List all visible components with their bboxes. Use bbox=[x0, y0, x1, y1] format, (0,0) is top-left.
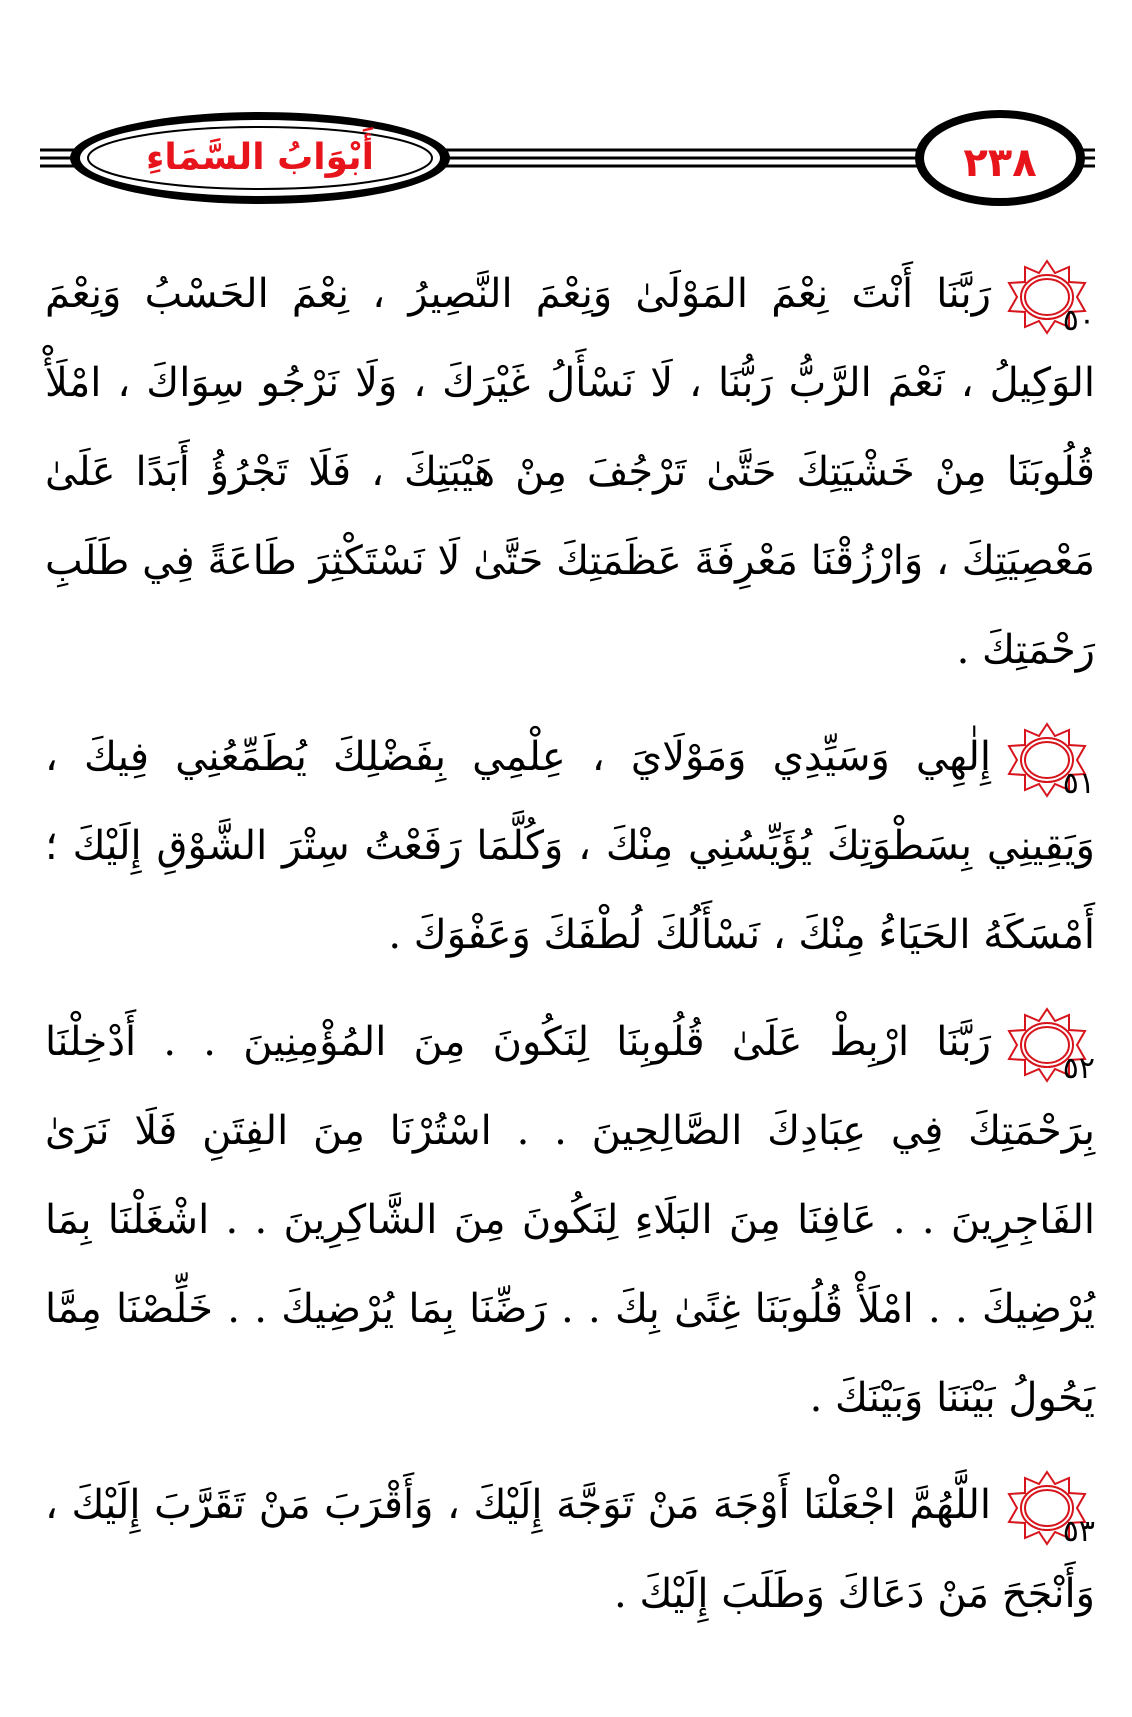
paragraph-number: ٥٢ bbox=[1062, 1051, 1095, 1086]
page-body bbox=[45, 250, 1095, 1639]
paragraph-number: ٥١ bbox=[1062, 766, 1095, 801]
paragraph-number: ٥٣ bbox=[1062, 1514, 1095, 1549]
paragraph-text: إِلٰهِي وَسَيِّدِي وَمَوْلَايَ ، عِلْمِي بِفَضْلِكَ يُطَمِّعُنِي فِيكَ ، وَيَقِينِي بِسَطْوَتِكَ يُؤَيِّسُنِي مِنْكَ ، وَكُلَّمَا رَفَعْتُ سِتْرَ الشَّوْقِ إِلَيْكَ ؛ أَمْسَكَهُ الحَيَاءُ مِنْكَ ، نَسْأَلُكَ لُطْفَكَ وَعَفْوَكَ . bbox=[45, 734, 1095, 958]
page-number: ٢٣٨ bbox=[963, 140, 1037, 186]
number-medallion bbox=[999, 1470, 1095, 1549]
number-medallion bbox=[999, 722, 1095, 801]
header-ornament bbox=[0, 0, 1132, 240]
number-medallion bbox=[999, 259, 1095, 338]
page-header bbox=[0, 0, 1132, 240]
paragraph-text: رَبَّنَا أَنْتَ نِعْمَ المَوْلَىٰ وَنِعْمَ النَّصِيرُ ، نِعْمَ الحَسْبُ وَنِعْمَ الوَكِيلُ ، نَعْمَ الرَّبُّ رَبُّنَا ، لَا نَسْأَلُ غَيْرَكَ ، وَلَا نَرْجُو سِوَاكَ ، امْلَأْ قُلُوبَنَا مِنْ خَشْيَتِكَ حَتَّىٰ تَرْجُفَ مِنْ هَيْبَتِكَ ، فَلَا تَجْرُؤُ أَبَدًا عَلَىٰ مَعْصِيَتِكَ ، وَارْزُقْنَا مَعْرِفَةَ عَظَمَتِكَ حَتَّىٰ لَا نَسْتَكْثِرَ طَاعَةً فِي طَلَبِ رَحْمَتِكَ . bbox=[45, 271, 1095, 673]
running-title: أَبْوَابُ السَّمَاءِ bbox=[145, 137, 375, 178]
paragraph-text: رَبَّنَا ارْبِطْ عَلَىٰ قُلُوبِنَا لِنَكُونَ مِنَ المُؤْمِنِينَ . . أَدْخِلْنَا بِرَحْمَتِكَ فِي عِبَادِكَ الصَّالِحِينَ . . اسْتُرْنَا مِنَ الفِتَنِ فَلَا نَرَىٰ الفَاجِرِينَ . . عَافِنَا مِنَ البَلَاءِ لِنَكُونَ مِنَ الشَّاكِرِينَ . . اشْغَلْنَا بِمَا يُرْضِيكَ . . امْلَأْ قُلُوبَنَا غِنًىٰ بِكَ . . رَضِّنَا بِمَا يُرْضِيكَ . . خَلِّصْنَا مِمَّا يَحُولُ بَيْنَنَا وَبَيْنَكَ . bbox=[45, 1019, 1095, 1421]
paragraph-51 bbox=[45, 713, 1095, 980]
paragraph-text: اللَّهُمَّ اجْعَلْنَا أَوْجَهَ مَنْ تَوَجَّهَ إِلَيْكَ ، وَأَقْرَبَ مَنْ تَقَرَّبَ إِلَيْكَ ، وَأَنْجَحَ مَنْ دَعَاكَ وَطَلَبَ إِلَيْكَ . bbox=[45, 1482, 1095, 1617]
paragraph-number: ٥٠ bbox=[1062, 303, 1095, 338]
number-medallion bbox=[999, 1007, 1095, 1086]
paragraph-52 bbox=[45, 998, 1095, 1443]
paragraph-50 bbox=[45, 250, 1095, 695]
paragraph-53 bbox=[45, 1461, 1095, 1639]
